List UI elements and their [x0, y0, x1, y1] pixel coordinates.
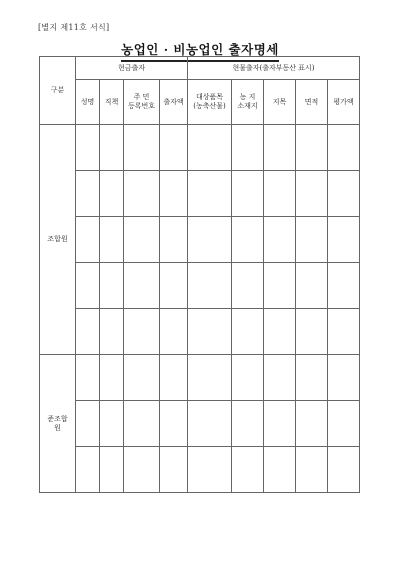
- table-cell[interactable]: [100, 447, 124, 493]
- table-cell[interactable]: [232, 171, 264, 217]
- table-cell[interactable]: [160, 263, 188, 309]
- table-cell[interactable]: [328, 263, 360, 309]
- table-cell[interactable]: [160, 217, 188, 263]
- cash-column-header: 주 민 등록번호: [124, 80, 160, 125]
- table-cell[interactable]: [296, 309, 328, 355]
- table-cell[interactable]: [232, 355, 264, 401]
- cash-column-header: 출자액: [160, 80, 188, 125]
- table-cell[interactable]: [232, 125, 264, 171]
- table-cell[interactable]: [264, 355, 296, 401]
- table-cell[interactable]: [160, 355, 188, 401]
- table-cell[interactable]: [124, 447, 160, 493]
- table-cell[interactable]: [296, 355, 328, 401]
- inkind-column-header: 대상품목 (농축산물): [188, 80, 232, 125]
- table-cell[interactable]: [264, 447, 296, 493]
- table-cell[interactable]: [76, 171, 100, 217]
- table-cell[interactable]: [76, 355, 100, 401]
- table-cell[interactable]: [264, 309, 296, 355]
- table-cell[interactable]: [328, 401, 360, 447]
- table-cell[interactable]: [328, 171, 360, 217]
- table-cell[interactable]: [124, 125, 160, 171]
- table-row: [40, 125, 360, 171]
- table-cell[interactable]: [232, 401, 264, 447]
- table-cell[interactable]: [76, 125, 100, 171]
- table-cell[interactable]: [76, 401, 100, 447]
- table-cell[interactable]: [188, 309, 232, 355]
- table-cell[interactable]: [160, 171, 188, 217]
- table-cell[interactable]: [232, 447, 264, 493]
- section-label: 준조합 원: [40, 355, 76, 493]
- table-cell[interactable]: [328, 309, 360, 355]
- table-cell[interactable]: [76, 309, 100, 355]
- table-cell[interactable]: [188, 263, 232, 309]
- table-cell[interactable]: [264, 171, 296, 217]
- table-cell[interactable]: [188, 447, 232, 493]
- table-cell[interactable]: [232, 309, 264, 355]
- form-reference: [별지 제11호 서식]: [38, 23, 110, 32]
- table-cell[interactable]: [328, 355, 360, 401]
- table-cell[interactable]: [160, 401, 188, 447]
- table-cell[interactable]: [160, 447, 188, 493]
- table-cell[interactable]: [124, 309, 160, 355]
- table-row: [40, 447, 360, 493]
- inkind-column-header: 지목: [264, 80, 296, 125]
- table-cell[interactable]: [296, 125, 328, 171]
- investment-table: [39, 56, 360, 493]
- table-cell[interactable]: [188, 171, 232, 217]
- table-cell[interactable]: [160, 125, 188, 171]
- table-cell[interactable]: [100, 171, 124, 217]
- table-cell[interactable]: [296, 217, 328, 263]
- table-row: [40, 309, 360, 355]
- table-cell[interactable]: [124, 401, 160, 447]
- cash-column-header: 성명: [76, 80, 100, 125]
- inkind-column-header: 평가액: [328, 80, 360, 125]
- table-cell[interactable]: [160, 309, 188, 355]
- table-cell[interactable]: [124, 217, 160, 263]
- table-cell[interactable]: [328, 217, 360, 263]
- section-label: 조합원: [40, 125, 76, 355]
- table-row: [40, 171, 360, 217]
- cash-column-header: 직책: [100, 80, 124, 125]
- table-cell[interactable]: [232, 217, 264, 263]
- document-title: 농업인 · 비농업인 출자명세: [121, 40, 279, 62]
- table-cell[interactable]: [188, 355, 232, 401]
- table-cell[interactable]: [124, 355, 160, 401]
- table-cell[interactable]: [264, 263, 296, 309]
- table-cell[interactable]: [188, 125, 232, 171]
- table-cell[interactable]: [76, 447, 100, 493]
- table-cell[interactable]: [264, 217, 296, 263]
- table-cell[interactable]: [264, 125, 296, 171]
- table-row: [40, 401, 360, 447]
- table-cell[interactable]: [296, 447, 328, 493]
- header-row-groups: [40, 57, 360, 80]
- table-cell[interactable]: [188, 401, 232, 447]
- table-cell[interactable]: [100, 309, 124, 355]
- inkind-column-header: 농 지 소재지: [232, 80, 264, 125]
- table-cell[interactable]: [100, 355, 124, 401]
- table-row: [40, 263, 360, 309]
- table-cell[interactable]: [124, 171, 160, 217]
- inkind-contribution-header: 현물출자(출자부동산 표시): [188, 57, 360, 80]
- table-cell[interactable]: [124, 263, 160, 309]
- table-cell[interactable]: [296, 401, 328, 447]
- table-cell[interactable]: [100, 401, 124, 447]
- table-cell[interactable]: [100, 217, 124, 263]
- cash-contribution-header: 현금출자: [76, 57, 188, 80]
- inkind-column-header: 면적: [296, 80, 328, 125]
- table-cell[interactable]: [100, 125, 124, 171]
- table-cell[interactable]: [328, 447, 360, 493]
- table-cell[interactable]: [232, 263, 264, 309]
- table-row: [40, 355, 360, 401]
- table-cell[interactable]: [296, 171, 328, 217]
- table-cell[interactable]: [76, 263, 100, 309]
- table-cell[interactable]: [188, 217, 232, 263]
- table-cell[interactable]: [100, 263, 124, 309]
- table-cell[interactable]: [328, 125, 360, 171]
- table-cell[interactable]: [296, 263, 328, 309]
- table-cell[interactable]: [76, 217, 100, 263]
- category-header: 구분: [40, 57, 76, 125]
- header-row-columns: [40, 80, 360, 125]
- table-cell[interactable]: [264, 401, 296, 447]
- table-row: [40, 217, 360, 263]
